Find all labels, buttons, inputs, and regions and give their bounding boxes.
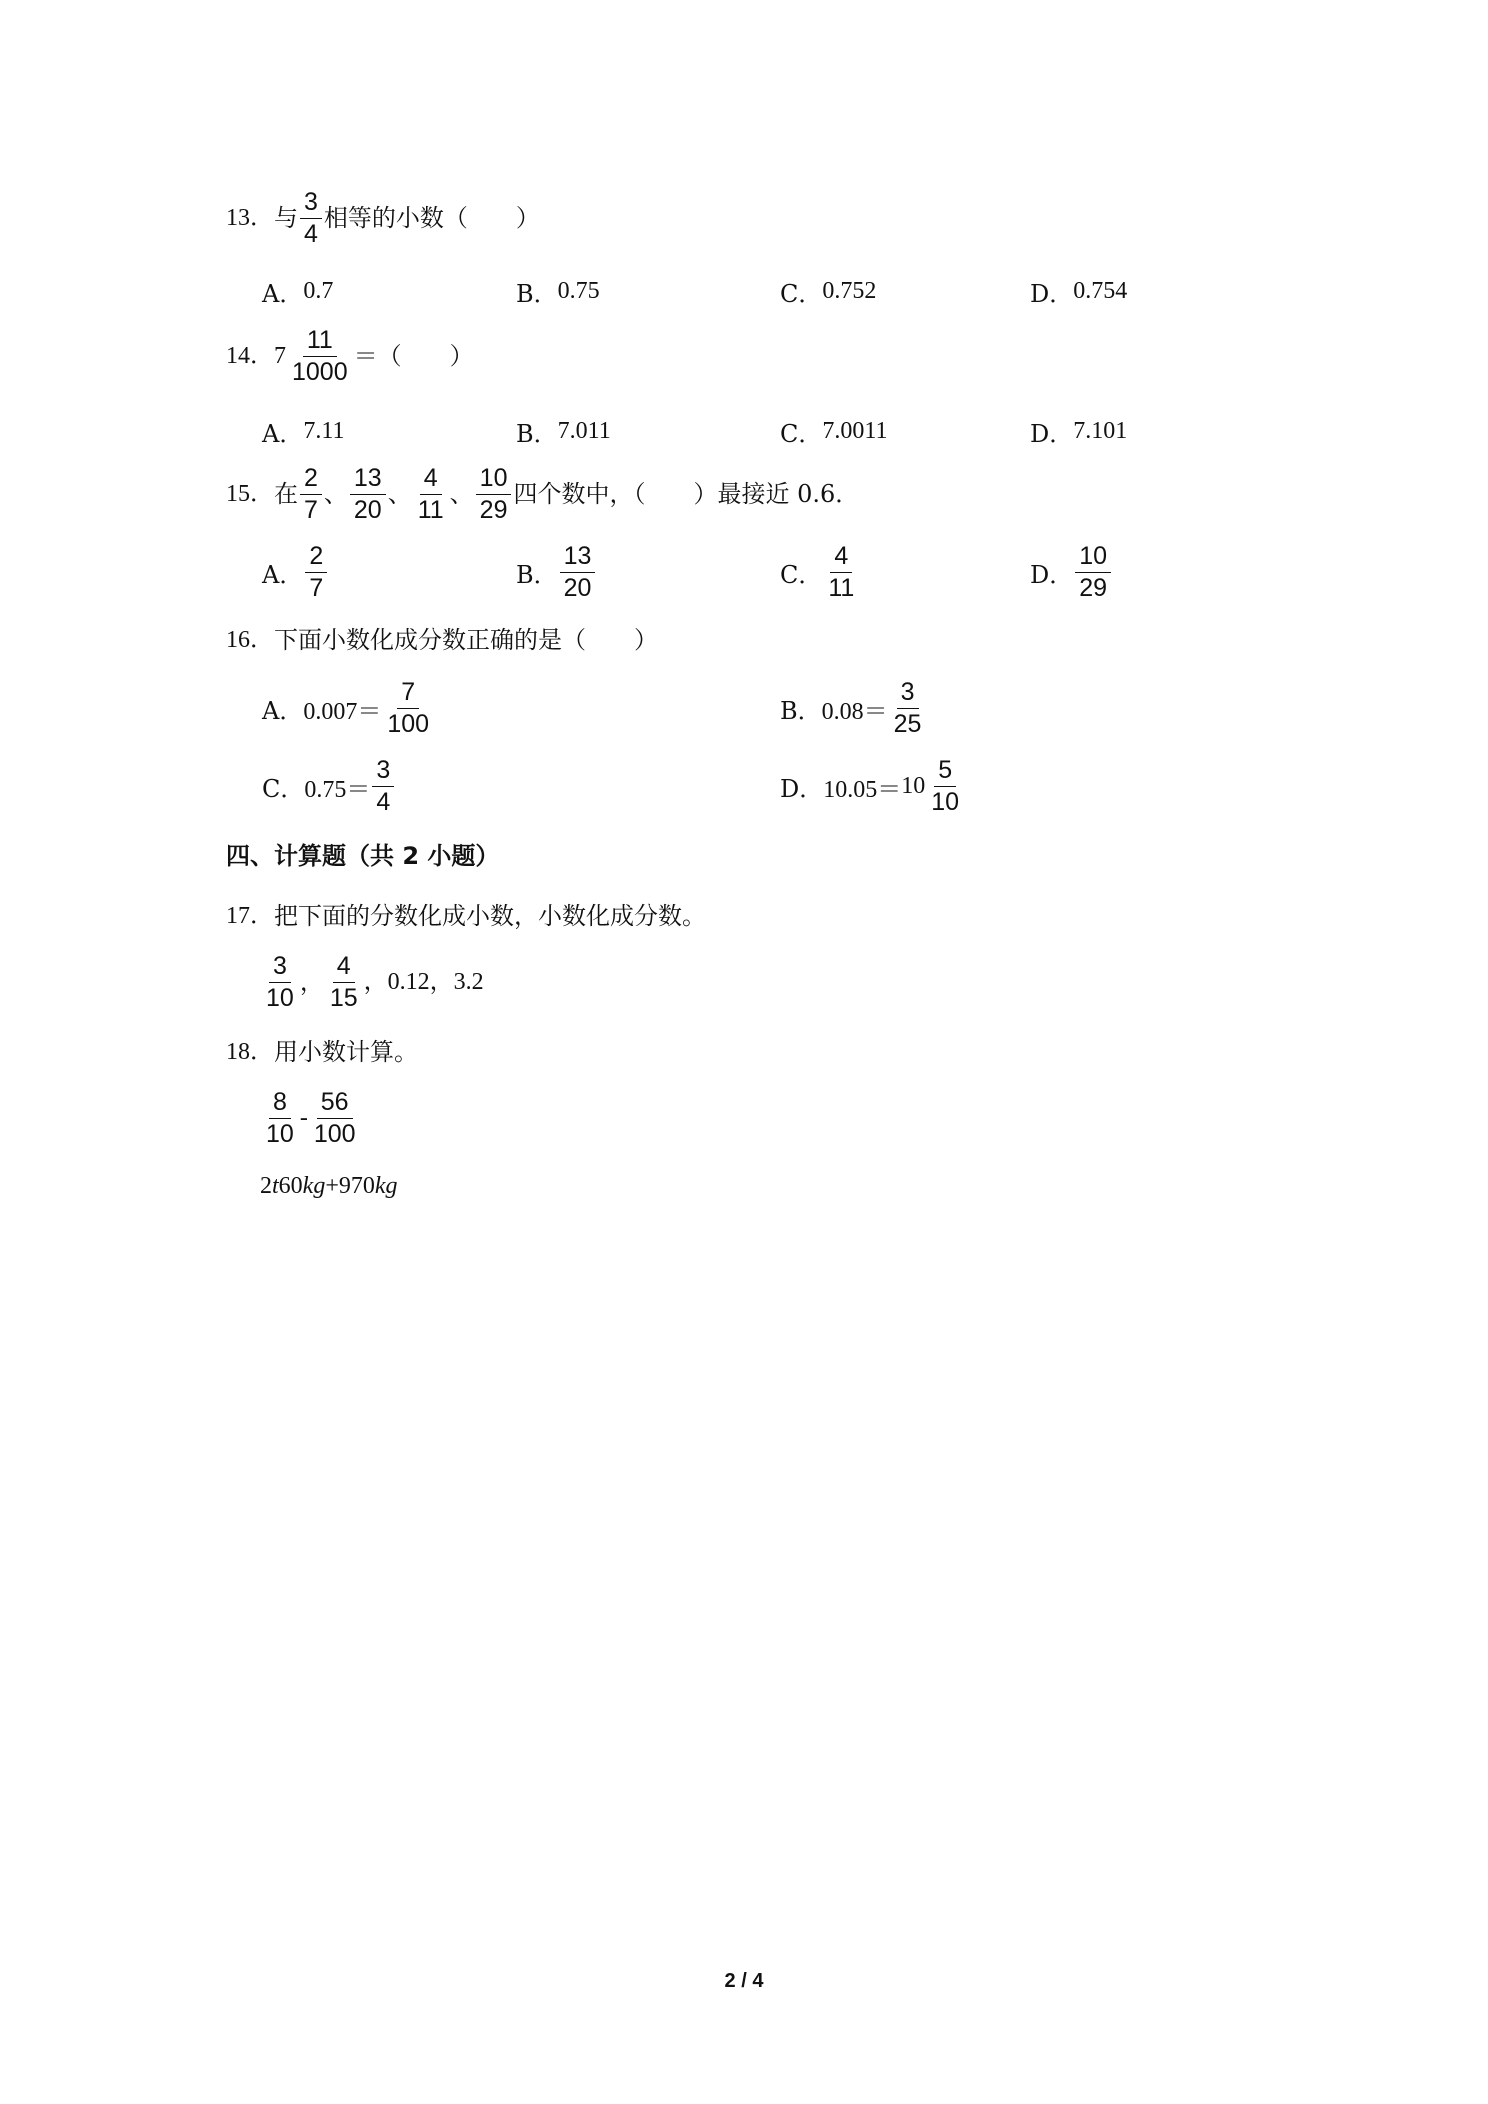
question-suffix: 相等的小数（ ）: [323, 204, 540, 232]
separator: 、: [449, 480, 474, 508]
option-c: C． 0.75＝ $\frac{3}{4}$: [262, 758, 396, 814]
fraction: $\frac{56}{100}$: [313, 1087, 356, 1148]
question-14: [226, 325, 474, 386]
option-a: A． 0.7: [262, 278, 334, 308]
fraction: $\frac{10}{29}$: [476, 466, 512, 523]
question-number: 14．: [226, 343, 274, 369]
operator: -: [299, 1105, 308, 1131]
question-text: 把下面的分数化成小数，小数化成分数。: [274, 902, 706, 930]
question-number: 16．: [226, 627, 274, 653]
separator: ，: [299, 968, 324, 996]
fraction: $\frac{13}{20}$: [350, 466, 386, 523]
question-17-content: [260, 951, 484, 1012]
page-number: 2 / 4: [724, 1970, 764, 1992]
question-suffix: ＝（ ）: [353, 342, 474, 370]
expression-2: 2 t 60 kg +970 kg: [260, 1173, 398, 1199]
fraction: $\frac{11}{1000}$: [292, 325, 348, 386]
section-title: 四、计算题（共 2 小题）: [226, 842, 500, 870]
fraction: $\frac{4}{11}$: [417, 463, 444, 524]
option-d: D． 7.101: [1030, 418, 1128, 448]
question-suffix: 四个数中，（ ）最接近 0.6．: [513, 480, 860, 508]
question-15: [226, 463, 860, 524]
option-a: A． 7.11: [262, 418, 345, 448]
question-18: [226, 1040, 418, 1064]
question-number: 18．: [226, 1039, 274, 1065]
separator: 、: [323, 480, 348, 508]
question-number: 17．: [226, 903, 274, 929]
option-d: D． 10.05＝ 10 $\frac{5}{10}$: [780, 755, 960, 816]
option-a: A． 0.007＝ $\frac{7}{100}$: [262, 677, 430, 738]
question-13: [226, 187, 540, 248]
fraction: $\frac{3}{4}$: [300, 190, 322, 247]
option-c: C． $\frac{4}{11}$: [780, 541, 855, 602]
option-b: B． 0.08＝ $\frac{3}{25}$: [780, 677, 922, 738]
question-number: 13．: [226, 205, 274, 231]
fraction: $\frac{2}{7}$: [300, 466, 322, 523]
question-prefix: 在: [274, 480, 298, 508]
question-text: 下面小数化成分数正确的是（ ）: [274, 626, 658, 654]
option-b: B． 0.75: [516, 278, 600, 308]
option-c: C． 7.0011: [780, 418, 888, 448]
option-d: D． $\frac{10}{29}$: [1030, 544, 1113, 600]
question-text: 用小数计算。: [274, 1038, 418, 1066]
question-prefix: 与: [274, 204, 298, 232]
expression-1: [260, 1087, 362, 1148]
fraction: $\frac{4}{15}$: [329, 951, 358, 1012]
option-b: B． $\frac{13}{20}$: [516, 544, 597, 600]
separator: 、: [387, 480, 412, 508]
option-b: B． 7.011: [516, 418, 611, 448]
option-c: C． 0.752: [780, 278, 877, 308]
fraction: $\frac{3}{10}$: [266, 951, 294, 1012]
whole-part: 7: [274, 343, 286, 369]
question-17: [226, 904, 706, 928]
fraction: $\frac{8}{10}$: [266, 1087, 294, 1148]
question-16: [226, 628, 658, 652]
tail-values: ，0.12，3.2: [363, 969, 484, 995]
option-d: D． 0.754: [1030, 278, 1128, 308]
question-number: 15．: [226, 481, 274, 507]
option-a: A． $\frac{2}{7}$: [262, 544, 329, 600]
